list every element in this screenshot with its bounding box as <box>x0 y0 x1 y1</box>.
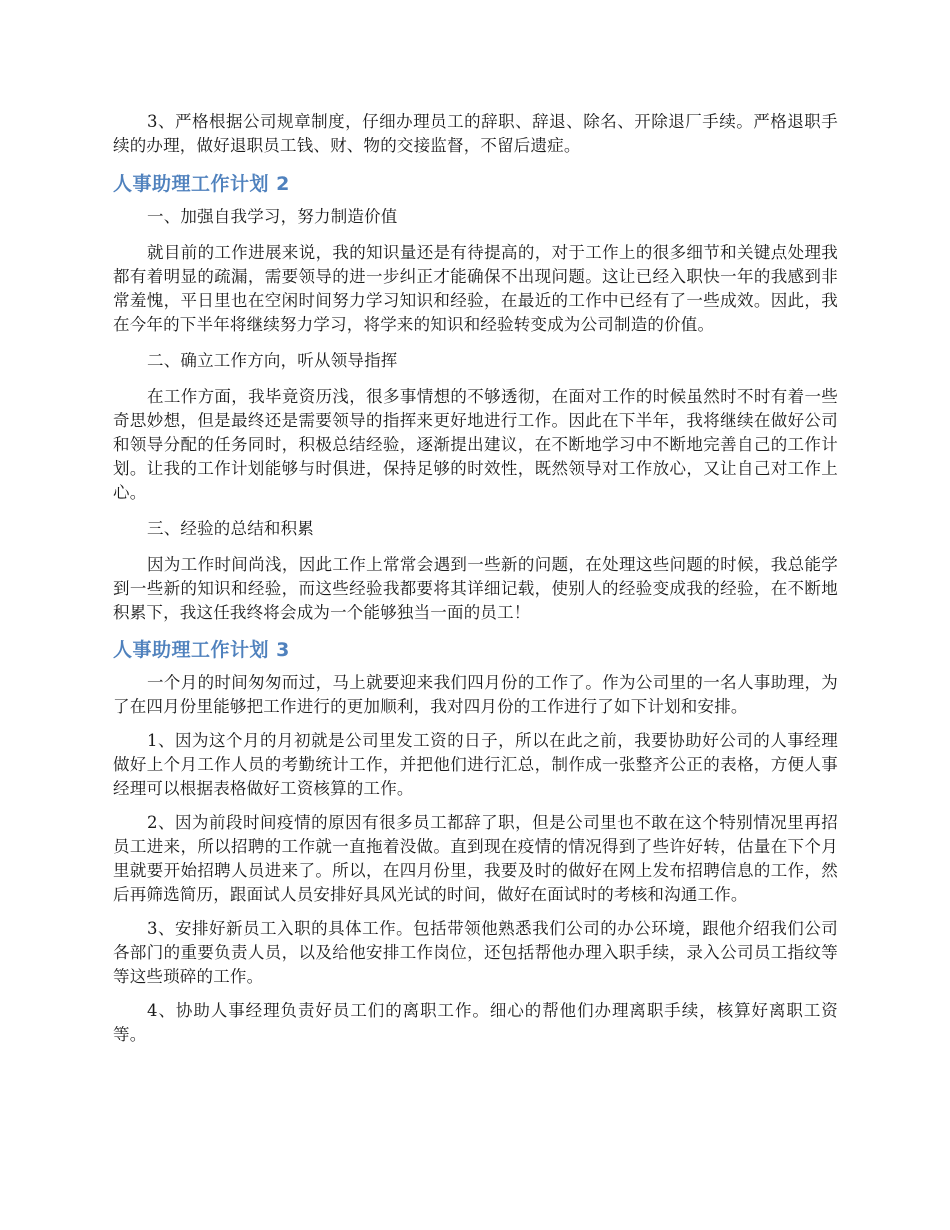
section-3-heading: 人事助理工作计划 3 <box>113 639 290 661</box>
section-3-paragraph-1: 1、因为这个月的月初就是公司里发工资的日子，所以在此之前，我要协助好公司的人事经理做好上个月工作人员的考勤统计工作，并把他们进行汇总，制作成一张整齐公正的表格，方便人事经理可以根据表格做好工资核算的工作。 <box>113 731 838 798</box>
section-2-item-2-title: 二、确立工作方向，听从领导指挥 <box>147 351 398 370</box>
section-2-item-1-title: 一、加强自我学习，努力制造价值 <box>147 207 398 226</box>
document-page <box>113 110 838 1047</box>
section-3-paragraph-2: 2、因为前段时间疫情的原因有很多员工都辞了职，但是公司里也不敢在这个特别情况里再招员工进来，所以招聘的工作就一直拖着没做。直到现在疫情的情况得到了些许好转，估量在下个月里就要开始招聘人员进来了。所以，在四月份里，我要及时的做好在网上发布招聘信息的工作，然后再筛选简历，跟面试人员安排好具风光试的时间，做好在面试时的考核和沟通工作。 <box>113 813 838 904</box>
section-2-item-3-body: 因为工作时间尚浅，因此工作上常常会遇到一些新的问题，在处理这些问题的时候，我总能学到一些新的知识和经验，而这些经验我都要将其详细记载，使别人的经验变成我的经验，在不断地积累下，我这任我终将会成为一个能够独当一面的员工！ <box>113 555 838 622</box>
section-3-intro: 一个月的时间匆匆而过，马上就要迎来我们四月份的工作了。作为公司里的一名人事助理，为了在四月份里能够把工作进行的更加顺利，我对四月份的工作进行了如下计划和安排。 <box>113 673 838 716</box>
section-2-item-1-body: 就目前的工作进展来说，我的知识量还是有待提高的，对于工作上的很多细节和关键点处理我都有着明显的疏漏，需要领导的进一步纠正才能确保不出现问题。这让已经入职快一年的我感到非常羞愧，平日里也在空闲时间努力学习知识和经验，在最近的工作中已经有了一些成效。因此，我在今年的下半年将继续努力学习，将学来的知识和经验转变成为公司制造的价值。 <box>113 243 838 334</box>
section-2-item-2-body: 在工作方面，我毕竟资历浅，很多事情想的不够透彻，在面对工作的时候虽然时不时有着一些奇思妙想，但是最终还是需要领导的指挥来更好地进行工作。因此在下半年，我将继续在做好公司和领导分配的任务同时，积极总结经验，逐渐提出建议，在不断地学习中不断地完善自己的工作计划。让我的工作计划能够与时俱进，保持足够的时效性，既然领导对工作放心，又让自己对工作上心。 <box>113 387 838 502</box>
section-3-paragraph-4: 4、协助人事经理负责好员工们的离职工作。细心的帮他们办理离职手续，核算好离职工资等。 <box>113 1001 838 1044</box>
section-2-item-3-title: 三、经验的总结和积累 <box>147 519 314 538</box>
section-3-paragraph-3: 3、安排好新员工入职的具体工作。包括带领他熟悉我们公司的办公环境，跟他介绍我们公司各部门的重要负责人员，以及给他安排工作岗位，还包括帮他办理入职手续，录入公司员工指纹等等这些琐碎的工作。 <box>113 919 838 986</box>
section-2-heading: 人事助理工作计划 2 <box>113 173 290 195</box>
intro-paragraph-3: 3、严格根据公司规章制度，仔细办理员工的辞职、辞退、除名、开除退厂手续。严格退职手续的办理，做好退职员工钱、财、物的交接监督，不留后遗症。 <box>113 112 838 155</box>
